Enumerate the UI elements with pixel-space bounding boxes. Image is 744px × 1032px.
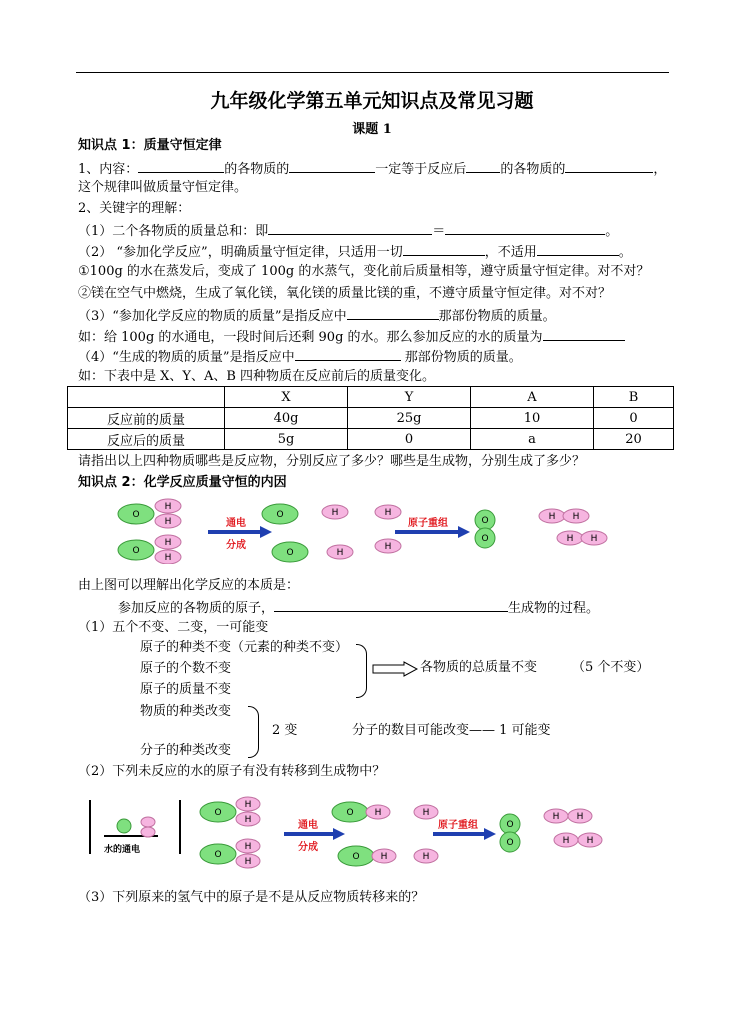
unchanged-item: 原子的质量不变 [140,682,232,697]
kp1-line-5: （2） “参加化学反应”，明确质量守恒定律，只适用一切 ，不适用 。 [78,245,632,260]
unchanged-item: 原子的种类不变（元素的种类不变） [140,640,349,655]
atom-label: H [380,852,388,862]
atom-label: H [422,852,430,862]
arrowhead-icon [484,828,496,840]
table-cell: 反应前的质量 [68,408,225,429]
atom-label: H [331,508,339,518]
table-header-cell [68,387,225,408]
arrow-label: 通电 [298,820,318,831]
changed-result: 2 变 [272,723,298,738]
kp1-line-8: （3）“参加化学反应的物质的质量”是指反应中 那部份物质的质量。 [78,309,556,324]
atom-label: H [164,553,172,563]
atom-label: H [244,815,252,825]
atom-label: O [132,546,140,556]
table-header-cell: A [471,387,594,408]
atom-label: O [276,510,284,520]
table-row [68,408,674,429]
atom-label: H [336,548,344,558]
atom-label: H [576,812,584,822]
table-cell: 0 [348,429,471,450]
kp2-heading: 知识点 2：化学反应质量守恒的内因 [78,475,287,490]
kp1-line-1: 1、内容： 的各物质的 一定等于反应后 的各物质的 ， [78,162,667,177]
kp1-line-7: ②镁在空气中燃烧，生成了氧化镁，氧化镁的质量比镁的重，不遵守质量守恒定律。对不对？ [78,286,612,301]
mass-table [67,386,674,450]
table-cell: 20 [594,429,674,450]
kp1-question: 请指出以上四种物质哪些是反应物，分别反应了多少？哪些是生成物，分别生成了多少？ [78,454,586,469]
changed-item: 分子的种类改变 [140,743,232,758]
atom-label: H [384,542,392,552]
kp1-line-6: ①100g 的水在蒸发后，变成了 100g 的水蒸气，变化前后质量相等，遵守质量守恒定律。对不对？ [78,264,650,279]
atom-label: H [422,808,430,818]
maybe-change: 分子的数目可能改变—— 1 可能变 [352,723,551,738]
arrow-label: 分成 [226,540,246,551]
right-brace-icon [356,644,367,698]
kp1-line-4: （1）二个各物质的质量总和：即 ＝ 。 [78,224,619,239]
atom-label: O [352,852,360,862]
kp2-line-1: 由上图可以理解出化学反应的本质是： [78,578,300,593]
atom-label: H [548,512,556,522]
kp2-line-3: （1）五个不变、二变，一可能变 [78,620,269,635]
table-cell: 反应后的质量 [68,429,225,450]
atom-label: H [164,502,172,512]
kp1-line-2: 这个规律叫做质量守恒定律。 [78,180,248,195]
table-cell: 0 [594,408,674,429]
kp2-question-2: （2）下列未反应的水的原子有没有转移到生成物中？ [78,764,386,779]
atom-label: O [506,838,514,848]
table-header-row [68,387,674,408]
kp2-line-2: 参加反应的各物质的原子， 生成物的过程。 [118,601,600,616]
atom-label: H [164,538,172,548]
table-header-cell: B [594,387,674,408]
atom-label: O [286,548,294,558]
atom-label: O [506,820,514,830]
unchanged-count: （5 个不变） [572,660,650,675]
atom-label: O [214,808,222,818]
changed-item: 物质的种类改变 [140,704,232,719]
atom-label: H [164,517,172,527]
unchanged-item: 原子的个数不变 [140,661,232,676]
kp1-line-3: 2、关键字的理解： [78,201,191,216]
page-title: 九年级化学第五单元知识点及常见习题 [210,90,534,112]
atom-label: H [244,857,252,867]
arrow-label: 原子重组 [438,820,478,831]
reaction-diagram-1 [110,496,630,564]
table-header-cell: X [225,387,348,408]
header-rule [76,72,669,73]
table-cell: 40g [225,408,348,429]
kp1-heading: 知识点 1：质量守恒定律 [78,138,222,153]
reaction-diagram-2 [88,792,608,872]
kp1-line-9: 如：给 100g 的水通电，一段时间后还剩 90g 的水。那么参加反应的水的质量为 [78,328,625,346]
arrowhead-icon [333,828,345,840]
atom-label: O [481,534,489,544]
atom-label: H [590,534,598,544]
atom-label: O [132,510,140,520]
arrowhead-icon [260,526,272,538]
lesson-heading: 课题 1 [352,122,392,137]
oxygen-atom-icon [117,819,131,833]
device-label: 水的通电 [103,845,141,855]
kp1-line-10: （4）“生成的物质的质量”是指反应中 那部份物质的质量。 [78,350,522,365]
atom-label: O [214,850,222,860]
table-cell: 25g [348,408,471,429]
unchanged-result: 各物质的总质量不变 [420,660,538,675]
table-row [68,429,674,450]
hydrogen-atom-icon [141,827,155,837]
table-cell: 5g [225,429,348,450]
arrow-label: 分成 [298,842,318,853]
atom-label: H [572,512,580,522]
table-header-cell: Y [348,387,471,408]
hollow-arrow-icon [372,661,418,677]
arrow-label: 原子重组 [408,518,448,529]
atom-label: H [566,534,574,544]
hydrogen-atom-icon [141,817,155,827]
atom-label: H [374,808,382,818]
atom-label: O [481,516,489,526]
table-cell: 10 [471,408,594,429]
atom-label: H [244,842,252,852]
atom-label: H [562,836,570,846]
table-cell: a [471,429,594,450]
atom-label: H [552,812,560,822]
right-brace-icon [248,706,259,758]
arrowhead-icon [458,526,470,538]
atom-label: H [384,508,392,518]
arrow-label: 通电 [226,518,246,529]
kp1-line-11: 如：下表中是 X、Y、A、B 四种物质在反应前后的质量变化。 [78,369,436,384]
atom-label: H [244,800,252,810]
atom-label: H [586,836,594,846]
atom-label: O [346,808,354,818]
kp2-question-3: （3）下列原来的氢气中的原子是不是从反应物质转移来的？ [78,890,425,905]
